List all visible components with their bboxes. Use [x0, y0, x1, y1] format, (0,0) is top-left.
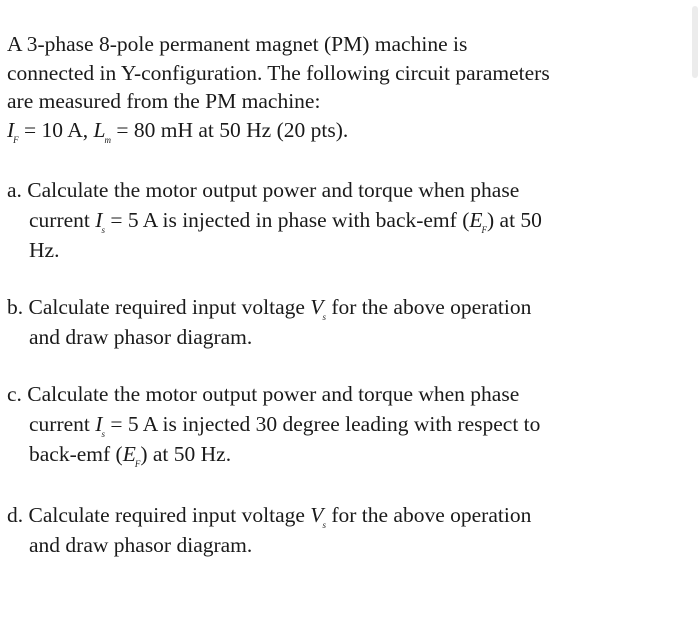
is-subscript: s — [101, 225, 105, 235]
problem-document — [7, 30, 667, 557]
ef-symbol: E — [469, 208, 483, 232]
question-d — [7, 500, 649, 560]
intro-line-1: A 3-phase 8-pole permanent magnet (PM) machine is — [7, 32, 468, 56]
question-a-line-2 — [29, 208, 542, 235]
question-b-line-2: and draw phasor diagram. — [29, 325, 253, 349]
is-symbol: I — [95, 412, 103, 436]
question-c — [7, 379, 649, 469]
question-a — [7, 175, 649, 265]
question-c-text: current — [29, 412, 96, 436]
question-a-line-3: Hz. — [29, 238, 60, 262]
question-c-text-l3-post: ) at 50 Hz. — [140, 442, 232, 466]
intro-line-3: are measured from the PM machine: — [7, 89, 321, 113]
question-b-text-post: for the above operation — [325, 295, 532, 319]
question-a-text: current — [29, 208, 96, 232]
intro-parameters — [7, 116, 667, 145]
question-c-text-l3: back-emf ( — [29, 442, 123, 466]
is-subscript: s — [101, 429, 105, 439]
scrollbar-thumb[interactable] — [692, 6, 698, 78]
if-symbol: I — [7, 117, 15, 142]
question-b-line-1 — [7, 295, 532, 322]
vs-symbol: V — [310, 295, 324, 319]
question-a-text-post: ) at 50 — [487, 208, 542, 232]
vs-subscript: s — [322, 312, 326, 322]
ef-symbol: E — [122, 442, 136, 466]
if-value: = 10 A, — [18, 117, 94, 142]
question-c-text-post: = 5 A is injected 30 degree leading with respect to — [104, 412, 541, 436]
vs-subscript: s — [322, 520, 326, 530]
ef-subscript: F — [481, 225, 487, 235]
problem-intro — [7, 30, 667, 144]
question-d-line-1 — [7, 503, 532, 530]
lm-value: = 80 mH at 50 Hz (20 pts). — [110, 117, 349, 142]
question-b-text: b. Calculate required input voltage — [7, 295, 311, 319]
scrollbar-track[interactable] — [690, 0, 700, 624]
lm-symbol: L — [93, 117, 106, 142]
question-c-line-2 — [29, 412, 541, 439]
question-b — [7, 292, 649, 352]
if-subscript: F — [13, 134, 19, 145]
vs-symbol: V — [310, 503, 324, 527]
question-d-text-post: for the above operation — [325, 503, 532, 527]
question-c-line-3 — [29, 442, 232, 469]
lm-subscript: m — [104, 134, 111, 145]
question-d-text: d. Calculate required input voltage — [7, 503, 311, 527]
ef-subscript: F — [134, 459, 141, 469]
is-symbol: I — [95, 208, 103, 232]
intro-line-2: connected in Y-configuration. The following circuit parameters — [7, 60, 550, 85]
question-d-line-2: and draw phasor diagram. — [29, 533, 253, 557]
question-a-text-mid: = 5 A is injected in phase with back-emf ( — [104, 208, 470, 232]
question-a-line-1: a. Calculate the motor output power and torque when phase — [7, 178, 520, 202]
question-c-line-1: c. Calculate the motor output power and torque when phase — [7, 382, 520, 406]
